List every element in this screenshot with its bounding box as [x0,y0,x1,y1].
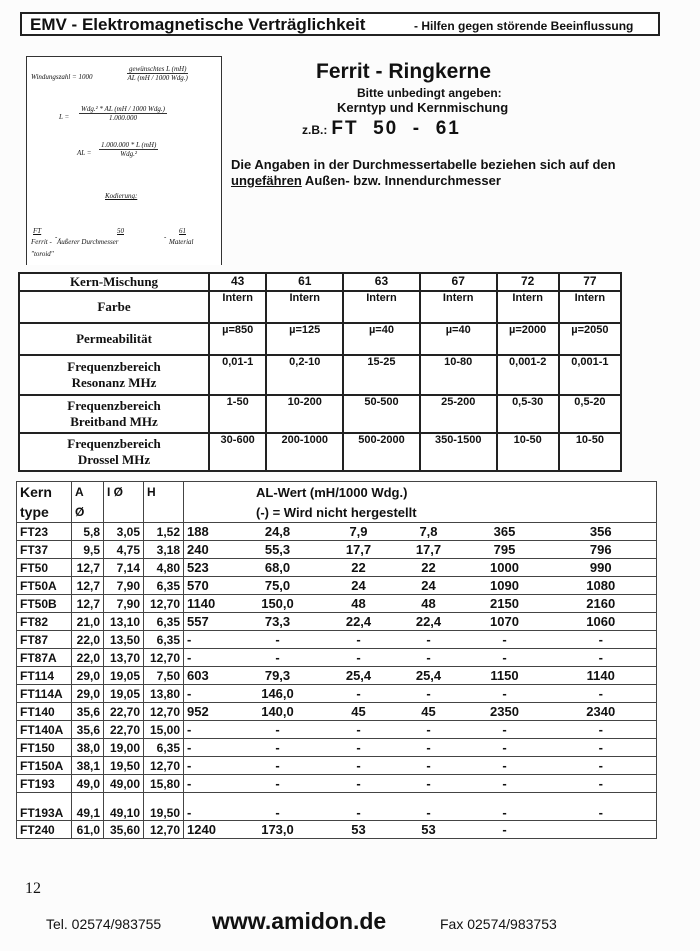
core-row [17,613,657,631]
mix-row [19,323,621,355]
header-spacer [104,502,144,523]
core-value-cell: - [546,739,657,757]
core-row [17,541,657,559]
kodierung-label: Kodierung: [105,192,138,200]
core-value-cell: 570 [184,577,232,595]
mix-cell: µ=850 [209,323,266,355]
core-row [17,559,657,577]
core-value-cell: - [464,739,546,757]
mix-cell: 10-200 [266,395,343,433]
core-value-cell: 4,75 [104,541,144,559]
mix-cell: µ=2000 [497,323,559,355]
core-value-cell: 38,1 [72,757,104,775]
mix-cell: 0,5-20 [559,395,621,433]
al-denominator: Wdg.² [120,150,137,158]
core-value-cell: 22,4 [394,613,464,631]
core-value-cell: - [394,685,464,703]
core-value-cell: - [464,649,546,667]
mix-row [19,433,621,471]
core-value-cell: 6,35 [144,631,184,649]
header-type: type [17,502,72,523]
core-type-cell: FT193A [17,793,72,821]
mix-cell: µ=40 [420,323,497,355]
core-value-cell: 2340 [546,703,657,721]
code-dash-1: - [55,233,58,241]
core-value-cell: - [232,757,324,775]
core-value-cell: 12,70 [144,595,184,613]
code-50: 50 [117,227,124,235]
header-kern: Kern [17,482,72,503]
core-value-cell: 1140 [184,595,232,613]
core-value-cell: - [324,721,394,739]
core-type-cell: FT150 [17,739,72,757]
core-value-cell: - [324,775,394,793]
core-value-cell: 22,0 [72,649,104,667]
mix-cell: 61 [266,273,343,291]
core-value-cell: 1080 [546,577,657,595]
core-value-cell: 53 [324,821,394,839]
core-value-cell: 19,05 [104,685,144,703]
note-line-1: Die Angaben in der Durchmessertabelle beziehen sich auf den [231,157,616,172]
mix-cell: 350-1500 [420,433,497,471]
core-value-cell: 13,50 [104,631,144,649]
core-type-cell: FT87A [17,649,72,667]
core-value-cell: - [464,821,546,839]
core-value-cell: 75,0 [232,577,324,595]
mix-label-line-1: Kern-Mischung [69,274,159,289]
core-row [17,595,657,613]
core-value-cell: - [394,649,464,667]
mix-label-line-1: Frequenzbereich [67,359,161,374]
header-i: I Ø [104,482,144,503]
footer-fax: Fax 02574/983753 [440,916,557,932]
mix-cell: 0,5-30 [497,395,559,433]
mix-cell: µ=2050 [559,323,621,355]
mix-row [19,395,621,433]
core-value-cell: 68,0 [232,559,324,577]
windungszahl-fraction [127,65,188,82]
core-value-cell: - [546,631,657,649]
core-value-cell: 49,0 [72,775,104,793]
core-value-cell: 48 [324,595,394,613]
al-numerator: 1.000.000 * L (mH) [101,141,157,149]
core-type-cell: FT37 [17,541,72,559]
core-value-cell: 22,70 [104,703,144,721]
core-value-cell: 61,0 [72,821,104,839]
mix-row [19,273,621,291]
core-value-cell: 2160 [546,595,657,613]
core-value-cell: 7,14 [104,559,144,577]
core-type-cell: FT150A [17,757,72,775]
core-value-cell: 1,52 [144,523,184,541]
core-value-cell: 1240 [184,821,232,839]
core-value-cell: 24,8 [232,523,324,541]
core-value-cell: - [184,685,232,703]
core-value-cell: 2150 [464,595,546,613]
core-value-cell: 24 [394,577,464,595]
core-value-cell: 17,7 [324,541,394,559]
core-value-cell: - [464,685,546,703]
core-value-cell: 35,6 [72,721,104,739]
mix-cell: 10-50 [559,433,621,471]
mix-row-label [19,323,209,355]
core-value-cell: 48 [394,595,464,613]
core-value-cell: 15,00 [144,721,184,739]
core-value-cell: 12,70 [144,649,184,667]
core-type-cell: FT23 [17,523,72,541]
core-value-cell: - [394,721,464,739]
core-value-cell: 557 [184,613,232,631]
core-value-cell: - [546,685,657,703]
core-header-row-2 [17,502,657,523]
mix-label-line-1: Farbe [97,299,131,314]
core-value-cell: 6,35 [144,577,184,595]
core-type-cell: FT114A [17,685,72,703]
example-prefix: z.B.: [302,123,328,137]
al-fraction [99,141,158,158]
example-code: FT 50 - 61 [331,118,461,139]
core-value-cell: 19,50 [104,757,144,775]
core-value-cell: 1140 [546,667,657,685]
core-value-cell: 49,1 [72,793,104,821]
core-value-cell: 22 [394,559,464,577]
core-value-cell: 17,7 [394,541,464,559]
core-value-cell: 365 [464,523,546,541]
header-spacer [144,502,184,523]
core-value-cell: - [232,631,324,649]
mix-label-line-2: Resonanz MHz [71,375,157,390]
mix-cell: 43 [209,273,266,291]
core-value-cell: 45 [324,703,394,721]
core-value-cell: 29,0 [72,667,104,685]
core-value-cell: - [546,649,657,667]
core-value-cell: 5,8 [72,523,104,541]
core-value-cell: 22 [324,559,394,577]
core-value-cell: - [184,775,232,793]
core-value-cell: - [184,793,232,821]
l-label: L = [59,113,70,121]
code-61-sub: Material [169,238,194,246]
core-value-cell: - [394,757,464,775]
core-value-cell: - [464,793,546,821]
core-value-cell: 4,80 [144,559,184,577]
core-value-cell: - [184,739,232,757]
core-value-cell: - [232,775,324,793]
core-value-cell: - [324,757,394,775]
core-value-cell: 7,9 [324,523,394,541]
core-value-cell: - [394,775,464,793]
core-type-cell: FT114 [17,667,72,685]
al-label: AL = [77,149,92,157]
core-value-cell: 140,0 [232,703,324,721]
core-value-cell: - [464,775,546,793]
note-rest: Außen- bzw. Innendurchmesser [301,173,501,188]
core-header-row [17,482,657,503]
core-value-cell: 796 [546,541,657,559]
mix-row [19,291,621,323]
core-type-cell: FT50A [17,577,72,595]
core-value-cell: 22,70 [104,721,144,739]
product-line-1: Bitte unbedingt angeben: [357,86,502,100]
core-row [17,793,657,821]
core-value-cell: 12,70 [144,703,184,721]
core-value-cell: 12,7 [72,577,104,595]
core-type-cell: FT82 [17,613,72,631]
mix-row [19,355,621,395]
mix-row-label [19,273,209,291]
core-value-cell: 73,3 [232,613,324,631]
core-value-cell: 952 [184,703,232,721]
core-row [17,631,657,649]
mix-cell: 0,001-1 [559,355,621,395]
core-value-cell: 35,6 [72,703,104,721]
mix-cell: 72 [497,273,559,291]
mix-cell: 0,001-2 [497,355,559,395]
core-value-cell: 1060 [546,613,657,631]
footer-tel: Tel. 02574/983755 [46,916,162,932]
core-value-cell: 49,10 [104,793,144,821]
mix-cell: 10-80 [420,355,497,395]
formula-box [26,56,222,265]
core-value-cell: 9,5 [72,541,104,559]
core-value-cell: 49,00 [104,775,144,793]
mix-row-label [19,355,209,395]
core-value-cell [546,821,657,839]
core-value-cell: - [232,739,324,757]
core-value-cell: 25,4 [394,667,464,685]
core-value-cell: 1150 [464,667,546,685]
mix-cell: 0,2-10 [266,355,343,395]
core-value-cell: 21,0 [72,613,104,631]
core-value-cell: 7,8 [394,523,464,541]
product-line-2: Kerntyp und Kernmischung [337,100,509,115]
mix-cell: 77 [559,273,621,291]
mix-table [18,272,622,472]
core-row [17,649,657,667]
core-value-cell: - [232,793,324,821]
core-value-cell: - [394,793,464,821]
note-line-2 [231,173,616,189]
core-value-cell: 7,90 [104,595,144,613]
core-value-cell: - [324,631,394,649]
core-value-cell: 150,0 [232,595,324,613]
windungszahl-numerator: gewünschtes L (mH) [129,65,187,73]
core-value-cell: 523 [184,559,232,577]
core-value-cell: - [324,685,394,703]
mix-label-line-2: Breitband MHz [70,414,158,429]
core-value-cell: 45 [394,703,464,721]
core-type-cell: FT140A [17,721,72,739]
core-row [17,721,657,739]
mix-cell: Intern [266,291,343,323]
core-value-cell: 19,50 [144,793,184,821]
header-bar [20,12,660,36]
core-value-cell: 19,05 [104,667,144,685]
core-value-cell: 990 [546,559,657,577]
mix-row-label [19,291,209,323]
core-value-cell: - [184,649,232,667]
note-underlined: ungefähren [231,173,302,188]
code-61: 61 [179,227,186,235]
mix-cell: 67 [420,273,497,291]
core-table [16,481,657,839]
mix-cell: Intern [497,291,559,323]
core-type-cell: FT50B [17,595,72,613]
core-row [17,523,657,541]
core-value-cell: 1000 [464,559,546,577]
mix-label-line-1: Frequenzbereich [67,398,161,413]
core-value-cell: 12,70 [144,821,184,839]
core-value-cell: 24 [324,577,394,595]
core-value-cell: - [324,649,394,667]
core-value-cell: 1090 [464,577,546,595]
mix-label-line-1: Frequenzbereich [67,436,161,451]
core-value-cell: - [546,775,657,793]
core-value-cell: - [546,721,657,739]
core-value-cell: 13,10 [104,613,144,631]
footer-url[interactable]: www.amidon.de [212,908,387,934]
core-type-cell: FT193 [17,775,72,793]
core-value-cell: 22,4 [324,613,394,631]
core-value-cell: 2350 [464,703,546,721]
mix-cell: 1-50 [209,395,266,433]
mix-label-line-2: Drossel MHz [77,452,151,467]
core-value-cell: 38,0 [72,739,104,757]
core-value-cell: 15,80 [144,775,184,793]
code-ft-sub2: "toroid" [31,250,54,258]
core-value-cell: - [464,631,546,649]
core-value-cell: 3,18 [144,541,184,559]
core-value-cell: 19,00 [104,739,144,757]
core-row [17,703,657,721]
core-row [17,775,657,793]
mix-cell: 63 [343,273,420,291]
mix-label-line-1: Permeabilität [76,331,152,346]
mix-cell: Intern [559,291,621,323]
mix-cell: 200-1000 [266,433,343,471]
core-value-cell: - [324,739,394,757]
core-row [17,685,657,703]
core-type-cell: FT50 [17,559,72,577]
core-value-cell: 146,0 [232,685,324,703]
core-value-cell: 6,35 [144,613,184,631]
core-value-cell: 12,7 [72,595,104,613]
mix-cell: 500-2000 [343,433,420,471]
core-value-cell: 3,05 [104,523,144,541]
mix-cell: 15-25 [343,355,420,395]
core-type-cell: FT140 [17,703,72,721]
code-50-sub: Äußerer Durchmesser [57,238,119,246]
core-value-cell: 79,3 [232,667,324,685]
core-row [17,739,657,757]
header-a: A [72,482,104,503]
core-value-cell: - [184,721,232,739]
core-value-cell: - [232,649,324,667]
core-value-cell: 356 [546,523,657,541]
mix-row-label [19,433,209,471]
core-value-cell: 188 [184,523,232,541]
mix-cell: 30-600 [209,433,266,471]
mix-cell: Intern [209,291,266,323]
code-ft-sub1: Ferrit - [31,238,52,246]
mix-cell: µ=125 [266,323,343,355]
core-row [17,577,657,595]
core-value-cell: - [546,757,657,775]
header-al-note: (-) = Wird nicht hergestellt [256,504,417,520]
core-value-cell: 55,3 [232,541,324,559]
mix-cell: Intern [343,291,420,323]
core-value-cell: 13,70 [104,649,144,667]
core-value-cell: 1070 [464,613,546,631]
header-al: AL-Wert (mH/1000 Wdg.) [256,484,408,500]
l-numerator: Wdg.² * AL (mH / 1000 Wdg.) [81,105,165,113]
core-value-cell: 25,4 [324,667,394,685]
core-value-cell: - [394,739,464,757]
core-value-cell: - [324,793,394,821]
core-value-cell: - [546,793,657,821]
core-value-cell: 12,7 [72,559,104,577]
mix-cell: 50-500 [343,395,420,433]
core-row [17,667,657,685]
mix-cell: 25-200 [420,395,497,433]
core-type-cell: FT87 [17,631,72,649]
core-value-cell: 29,0 [72,685,104,703]
core-row [17,757,657,775]
product-title: Ferrit - Ringkerne [316,60,492,83]
core-value-cell: - [184,631,232,649]
core-value-cell: - [464,757,546,775]
mix-cell: 10-50 [497,433,559,471]
page-number: 12 [25,880,41,897]
core-type-cell: FT240 [17,821,72,839]
mix-cell: Intern [420,291,497,323]
core-row [17,821,657,839]
l-fraction [79,105,167,122]
core-value-cell: - [184,757,232,775]
core-value-cell: - [394,631,464,649]
header-a-symbol: Ø [72,502,104,523]
header-title: EMV - Elektromagnetische Verträglichkeit [30,15,366,34]
core-value-cell: 7,90 [104,577,144,595]
core-value-cell: 795 [464,541,546,559]
core-value-cell: 603 [184,667,232,685]
core-value-cell: - [464,721,546,739]
header-subtitle: - Hilfen gegen störende Beeinflussung [414,19,634,33]
diameter-note [231,157,616,189]
core-value-cell: 22,0 [72,631,104,649]
l-denominator: 1.000.000 [108,114,137,122]
core-value-cell: 53 [394,821,464,839]
core-value-cell: 12,70 [144,757,184,775]
header-h: H [144,482,184,503]
windungszahl-denominator: AL (mH / 1000 Wdg.) [127,74,188,82]
code-dash-2: - [164,233,167,241]
mix-row-label [19,395,209,433]
code-ft: FT [33,227,42,235]
core-value-cell: 7,50 [144,667,184,685]
core-value-cell: 35,60 [104,821,144,839]
core-value-cell: 240 [184,541,232,559]
core-value-cell: 173,0 [232,821,324,839]
core-value-cell: - [232,721,324,739]
mix-cell: 0,01-1 [209,355,266,395]
core-value-cell: 13,80 [144,685,184,703]
windungszahl-label: Windungszahl = 1000 [31,73,93,81]
mix-cell: µ=40 [343,323,420,355]
product-example [302,118,461,140]
core-value-cell: 6,35 [144,739,184,757]
